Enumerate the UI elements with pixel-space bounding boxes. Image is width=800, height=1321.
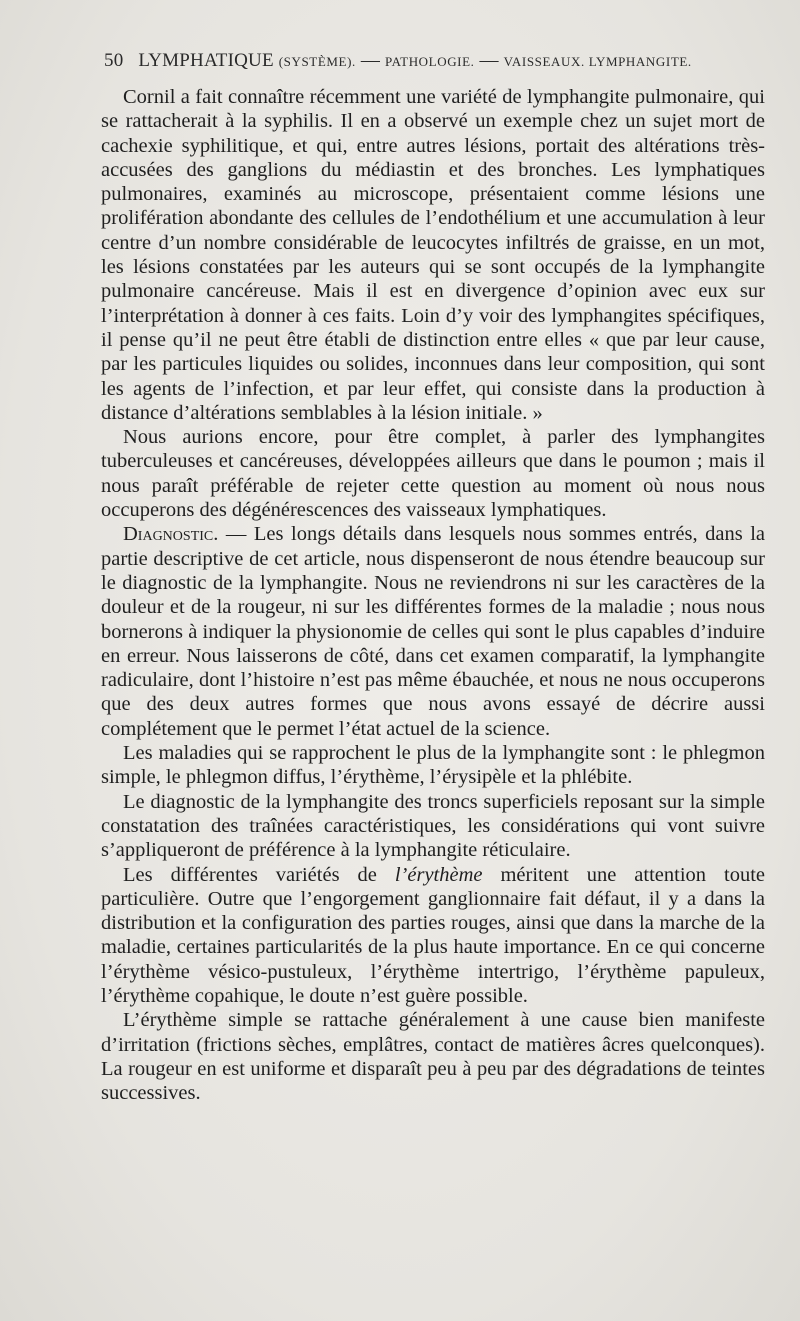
header-separator-1: — bbox=[360, 50, 381, 71]
paragraph-text: L’érythème simple se rattache généralement à une cause bien manifeste d’irritation (frictions sèches, emplâtres, contact de matières âcres quelconques). La rougeur en est uniforme et disparaît peu à peu par des dégradations de teintes successives. bbox=[101, 1009, 765, 1105]
running-header bbox=[104, 50, 764, 72]
page-number: 50 bbox=[104, 50, 124, 71]
emphasis-erytheme: l’érythème bbox=[394, 863, 483, 886]
header-title: LYMPHATIQUE bbox=[138, 50, 274, 71]
paragraph-tuberculeuses bbox=[101, 425, 765, 522]
paragraph-text: Nous aurions encore, pour être complet, à parler des lymphangites tuberculeuses et cancéreuses, développées ailleurs que dans le poumon ; mais il nous paraît préférable de rejeter cette question au moment où nous nous occuperons des dégénérescences des vaisseaux lymphatiques. bbox=[101, 426, 765, 522]
paragraph-diagnostic bbox=[101, 522, 765, 741]
section-heading-diagnostic: Diagnostic. bbox=[123, 523, 219, 546]
header-topic: VAISSEAUX. LYMPHANGITE. bbox=[503, 54, 692, 69]
paragraph-erytheme-varietes bbox=[101, 863, 765, 1009]
body-text bbox=[101, 85, 765, 1105]
paragraph-maladies bbox=[101, 741, 765, 790]
paragraph-text: Le diagnostic de la lymphangite des troncs superficiels reposant sur la simple constatation des traînées caractéristiques, les considérations qui vont suivre s’appliqueront de préférence à la lymphangite réticulaire. bbox=[101, 790, 765, 862]
paragraph-text: Les maladies qui se rapprochent le plus de la lymphangite sont : le phlegmon simple, le phlegmon diffus, l’érythème, l’érysipèle et la phlébite. bbox=[101, 742, 765, 789]
header-separator-2: — bbox=[479, 50, 499, 71]
paragraph-troncs bbox=[101, 790, 765, 863]
paragraph-text: méritent une attention toute particulière. Outre que l’engorgement ganglionnaire fait défaut, il y a dans la distribution et la configuration des parties rouges, ainsi que dans la marche de la maladie, certaines particularités de la plus haute importance. En ce qui concerne l’érythème vésico-pustuleux, l’érythème intertrigo, l’érythème papuleux, l’érythème copahique, le doute n’est guère possible. bbox=[101, 863, 765, 1007]
paragraph-cornil bbox=[101, 85, 765, 425]
header-subtitle: (SYSTÈME). bbox=[278, 54, 356, 69]
paragraph-text: — Les longs détails dans lesquels nous sommes entrés, dans la partie descriptive de cet article, nous dispenseront de nous étendre beaucoup sur le diagnostic de la lymphangite. Nous ne reviendrons ni sur les caractères de la douleur et de la rougeur, ni sur les différentes formes de la maladie ; nous nous bornerons à indiquer la physionomie de celles qui sont le plus capables d’induire en erreur. Nous laisserons de côté, dans cet examen comparatif, la lymphangite radiculaire, dont l’histoire n’est pas même ébauchée, et nous ne nous occuperons que des deux autres formes que nous avons essayé de décrire aussi complétement que le permet l’état actuel de la science. bbox=[101, 523, 765, 740]
paragraph-text-pre: Les différentes variétés de bbox=[123, 863, 395, 886]
paragraph-erytheme-simple bbox=[101, 1008, 765, 1105]
paragraph-text: Cornil a fait connaître récemment une variété de lymphangite pulmonaire, qui se rattacherait à la syphilis. Il en a observé un exemple chez un sujet mort de cachexie syphilitique, et qui, entre autres lésions, portait des altérations très-accusées des ganglions du médiastin et des bronches. Les lymphatiques pulmonaires, examinés au microscope, présentaient comme lésions une prolifération abondante des cellules de l’endothélium et une accumulation à leur centre d’un nombre considérable de leucocytes infiltrés de graisse, en un mot, les lésions constatées par les auteurs qui se sont occupés de la lymphangite pulmonaire cancéreuse. Mais il est en divergence d’opinion avec eux sur l’interprétation à donner à ces faits. Loin d’y voir des lymphangites spécifiques, il pense qu’il ne peut être établi de distinction entre elles « que par leur cause, par les particules liquides ou solides, inconnues dans leur composition, qui sont les agents de l’infection, et par leur effet, qui consiste dans la production à distance d’altérations semblables à la lésion initiale. » bbox=[101, 86, 765, 424]
header-section: PATHOLOGIE. bbox=[384, 54, 475, 69]
